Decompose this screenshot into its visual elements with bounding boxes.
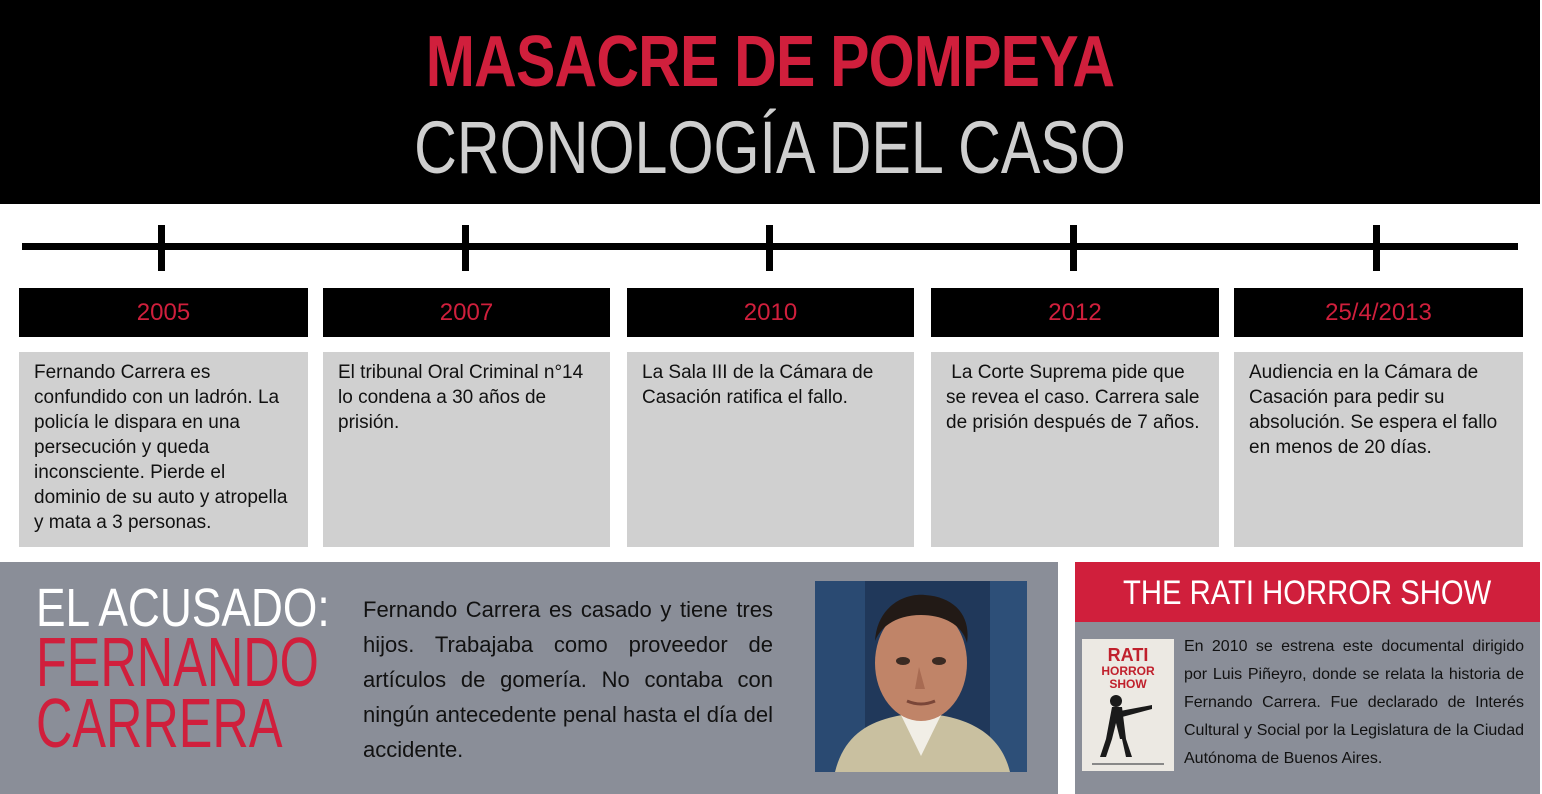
timeline-year: 2012 xyxy=(931,288,1219,337)
accused-name-last: CARRERA xyxy=(36,684,283,762)
page-subtitle: CRONOLOGÍA DEL CASO xyxy=(414,106,1126,189)
timeline-year: 2007 xyxy=(323,288,610,337)
timeline-tick xyxy=(1070,225,1077,271)
timeline-year: 2010 xyxy=(627,288,914,337)
timeline-event-text: Fernando Carrera es confundido con un ladrón. La policía le dispara en una persecución y queda inconsciente. Pierde el dominio de su auto y atropella y mata a 3 personas. xyxy=(19,352,308,547)
timeline-tick xyxy=(462,225,469,271)
timeline-tick xyxy=(1373,225,1380,271)
timeline-event-text: El tribunal Oral Criminal n°14 lo condena a 30 años de prisión. xyxy=(323,352,610,547)
timeline-event-text: Audiencia en la Cámara de Casación para pedir su absolución. Se espera el fallo en menos de 20 días. xyxy=(1234,352,1523,547)
timeline-event-text: La Sala III de la Cámara de Casación ratifica el fallo. xyxy=(627,352,914,547)
documentary-text: En 2010 se estrena este documental dirigido por Luis Piñeyro, donde se relata la historia de Fernando Carrera. Fue declarado de Interés Cultural y Social por la Legislatura de la Ciudad Autónoma de Buenos Aires. xyxy=(1184,638,1524,767)
poster-title-line: SHOW xyxy=(1109,677,1147,691)
timeline-year: 25/4/2013 xyxy=(1234,288,1523,337)
poster-title-line: HORROR xyxy=(1101,664,1155,678)
accused-label: EL ACUSADO: xyxy=(36,578,330,638)
accused-photo xyxy=(815,581,1027,772)
accused-name-first: FERNANDO xyxy=(36,623,319,701)
timeline-tick xyxy=(766,225,773,271)
poster-title-line: RATI xyxy=(1107,645,1149,665)
documentary-poster xyxy=(1082,639,1174,771)
accused-bio: Fernando Carrera es casado y tiene tres hijos. Trabajaba como proveedor de artículos de gomería. No contaba con ningún antecedente penal hasta el día del accidente. xyxy=(363,597,773,762)
timeline-tick xyxy=(158,225,165,271)
documentary-heading: THE RATI HORROR SHOW xyxy=(1075,562,1540,622)
page-title: MASACRE DE POMPEYA xyxy=(425,22,1115,102)
timeline-year: 2005 xyxy=(19,288,308,337)
timeline-event-text: La Corte Suprema pide que se revea el caso. Carrera sale de prisión después de 7 años. xyxy=(931,352,1219,547)
header-banner xyxy=(0,0,1540,204)
